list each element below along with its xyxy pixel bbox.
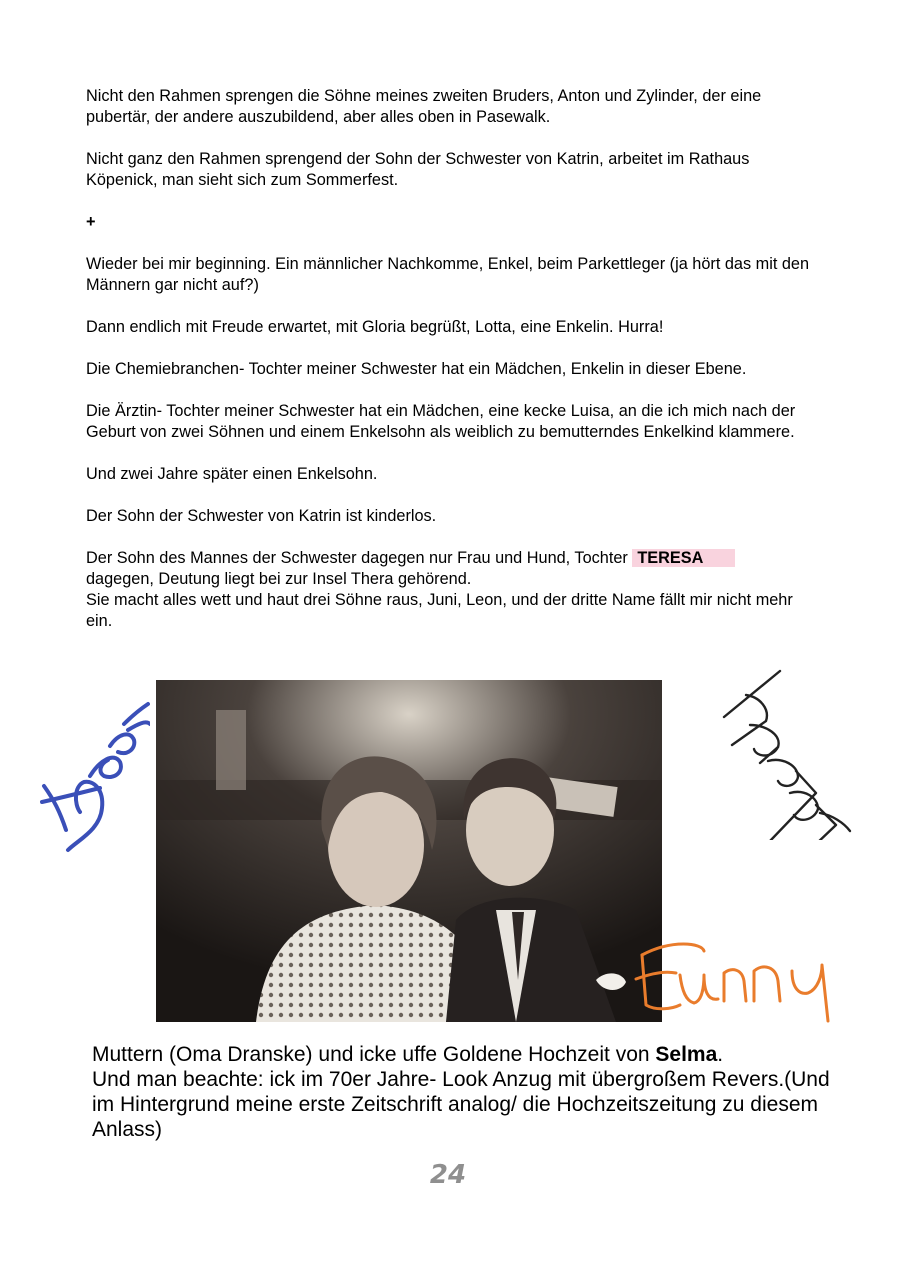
funny-doodle xyxy=(632,935,842,1025)
photo-caption xyxy=(92,1042,832,1142)
page-number: 24 xyxy=(429,1160,467,1190)
paragraph-2: Nicht ganz den Rahmen sprengend der Sohn der Schwester von Katrin, arbeitet im Rathaus Köpenick, man sieht sich zum Sommerfest. xyxy=(86,150,750,189)
yeah-doodle xyxy=(30,690,150,860)
paragraph-6: Die Ärztin- Tochter meiner Schwester hat ein Mädchen, eine kecke Luisa, an die ich mich nach der Geburt von zwei Söhnen und einem Enkelsohn als weiblich zu bemutterndes Enkelkind klammere. xyxy=(86,402,796,441)
caption-line1-before: Muttern (Oma Dranske) und icke uffe Goldene Hochzeit von xyxy=(92,1043,656,1066)
section-separator: + xyxy=(86,213,96,231)
wedding-photo xyxy=(156,680,662,1022)
teresa-text-after: dagegen, Deutung liegt bei zur Insel Thera gehörend. xyxy=(86,570,472,588)
teresa-text-before: Der Sohn des Mannes der Schwester dagegen nur Frau und Hund, Tochter xyxy=(86,549,633,567)
paragraph-4: Dann endlich mit Freude erwartet, mit Gloria begrüßt, Lotta, eine Enkelin. Hurra! xyxy=(86,318,664,336)
paragraph-3: Wieder bei mir beginning. Ein männlicher Nachkomme, Enkel, beim Parkettleger (ja hört das mit den Männern gar nicht auf?) xyxy=(86,255,810,294)
paragraph-8: Der Sohn der Schwester von Katrin ist kinderlos. xyxy=(86,507,437,525)
caption-bold-name: Selma xyxy=(655,1043,718,1066)
teresa-highlight: TERESA xyxy=(632,549,735,567)
body-text xyxy=(86,86,816,632)
paragraph-1: Nicht den Rahmen sprengen die Söhne meines zweiten Bruders, Anton und Zylinder, der eine pubertär, der andere auszubildend, aber alles oben in Pasewalk. xyxy=(86,87,762,126)
happy-doodle xyxy=(720,665,860,840)
paragraph-7: Und zwei Jahre später einen Enkelsohn. xyxy=(86,465,378,483)
teresa-paragraph xyxy=(86,548,816,590)
paragraph-last: Sie macht alles wett und haut drei Söhne raus, Juni, Leon, und der dritte Name fällt mir nicht mehr ein. xyxy=(86,591,793,630)
caption-rest: Und man beachte: ick im 70er Jahre- Look Anzug mit übergroßem Revers.(Und im Hintergrund meine erste Zeitschrift analog/ die Hochzeitszeitung zu diesem Anlass) xyxy=(92,1068,830,1141)
caption-line1-after: . xyxy=(717,1043,724,1066)
paragraph-5: Die Chemiebranchen- Tochter meiner Schwester hat ein Mädchen, Enkelin in dieser Ebene. xyxy=(86,360,747,378)
